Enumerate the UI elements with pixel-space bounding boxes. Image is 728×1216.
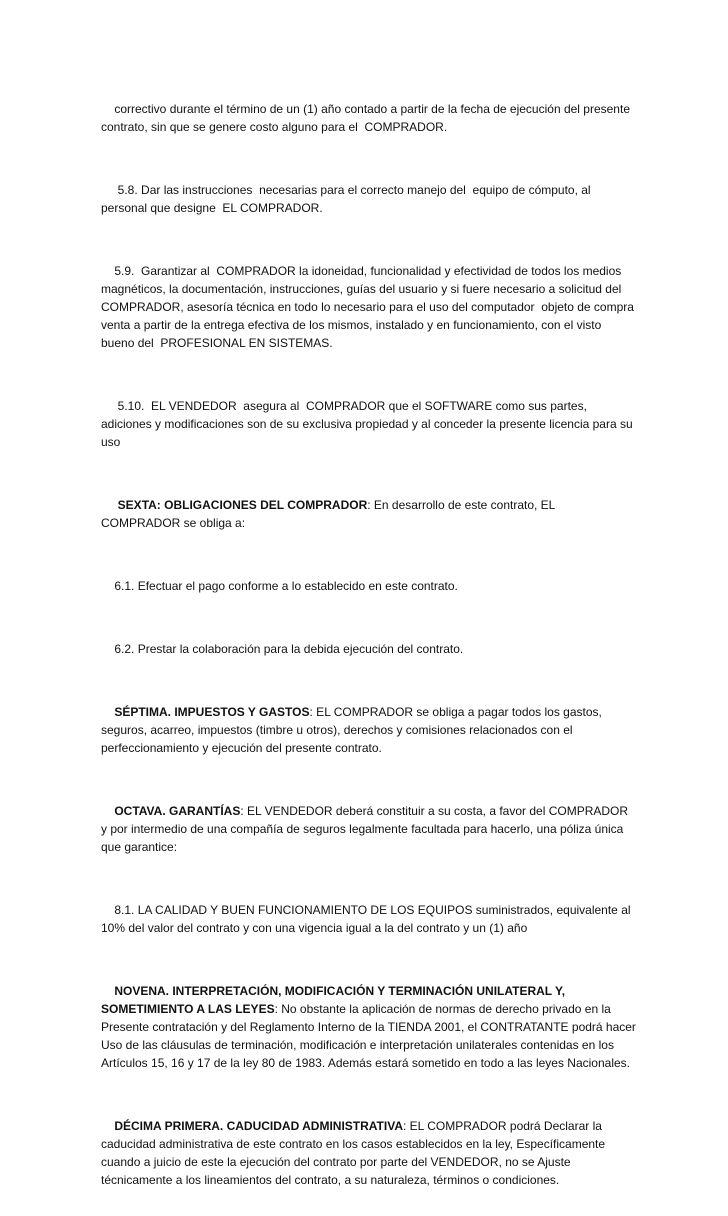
clause-text: : En desarrollo de este contrato, EL COMPRADOR se obliga a: (101, 498, 559, 530)
paragraph-text: 6.2. Prestar la colaboración para la debida ejecución del contrato. (114, 642, 464, 656)
paragraph-text: 5.10. EL VENDEDOR asegura al COMPRADOR que el SOFTWARE como sus partes, adiciones y modificaciones son de su exclusiva propiedad y al conceder la presente licencia para su uso (101, 399, 636, 449)
paragraph-5-9 (101, 244, 636, 370)
clause-heading: NOVENA. INTERPRETACIÓN, MODIFICACIÓN Y TERMINACIÓN UNILATERAL Y, SOMETIMIENTO A LAS LEYES (101, 984, 569, 1016)
paragraph-text: 8.1. LA CALIDAD Y BUEN FUNCIONAMIENTO DE LOS EQUIPOS suministrados, equivalente al 10% del valor del contrato y con una vigencia igual a la del contrato y un (1) año (101, 903, 634, 935)
clause-text: : EL VENDEDOR deberá constituir a su costa, a favor del COMPRADOR y por intermedio de una compañía de seguros legalmente facultada para hacerlo, una póliza única que garantice: (101, 804, 632, 854)
paragraph-text: 5.8. Dar las instrucciones necesarias para el correcto manejo del equipo de cómputo, al personal que designe EL COMPRADOR. (101, 183, 594, 215)
clause-heading: SÉPTIMA. IMPUESTOS Y GASTOS (114, 705, 310, 719)
clause-text: : EL COMPRADOR podrá Declarar la caducidad administrativa de este contrato en los casos establecidos en la ley, Específicamente cuando a juicio de este la ejecución del contrato por parte del VENDEDOR, no se Ajuste técnicamente a los lineamientos del contrato, a su naturaleza, términos o condiciones. (101, 1119, 609, 1187)
paragraph-6-2 (101, 622, 636, 676)
paragraph-5-7-continued (101, 82, 636, 154)
paragraph-5-8 (101, 163, 636, 235)
clause-heading: SEXTA: OBLIGACIONES DEL COMPRADOR (114, 498, 368, 512)
clause-septima (101, 685, 636, 775)
document-page (101, 82, 640, 1216)
clause-heading: DÉCIMA PRIMERA. CADUCIDAD ADMINISTRATIVA (114, 1119, 403, 1133)
clause-sexta (101, 478, 636, 550)
paragraph-5-10 (101, 379, 636, 469)
paragraph-text: 6.1. Efectuar el pago conforme a lo establecido en este contrato. (114, 579, 458, 593)
clause-novena (101, 964, 640, 1090)
paragraph-text: 5.9. Garantizar al COMPRADOR la idoneidad, funcionalidad y efectividad de todos los medios magnéticos, la documentación, instrucciones, guías del usuario y si fuere necesario a solicitud del COMPRADOR, asesoría técnica en todo lo necesario para el uso del computador objeto de compra venta a partir de la entrega efectiva de los mismos, instalado y en funcionamiento, con el visto bueno del PROFESIONAL EN SISTEMAS. (101, 264, 638, 350)
paragraph-6-1 (101, 559, 636, 613)
paragraph-8-1 (101, 883, 636, 955)
clause-octava (101, 784, 636, 874)
clause-heading: OCTAVA. GARANTÍAS (114, 804, 241, 818)
clause-text: : No obstante la aplicación de normas de derecho privado en la Presente contratación y del Reglamento Interno de la TIENDA 2001, el CONTRATANTE podrá hacer Uso de las cláusulas de terminación, modificación e interpretación unilaterales contenidas en los Artículos 15, 16 y 17 de la ley 80 de 1983. Además estará sometido en todo a las leyes Nacionales. (101, 1002, 640, 1070)
clause-decima-primera (101, 1099, 636, 1207)
clause-text: : EL COMPRADOR se obliga a pagar todos los gastos, seguros, acarreo, impuestos (timbre u otros), derechos y comisiones relacionados con el perfeccionamiento y ejecución del presente contrato. (101, 705, 606, 755)
paragraph-text: correctivo durante el término de un (1) año contado a partir de la fecha de ejecución del presente contrato, sin que se genere costo alguno para el COMPRADOR. (101, 102, 634, 134)
